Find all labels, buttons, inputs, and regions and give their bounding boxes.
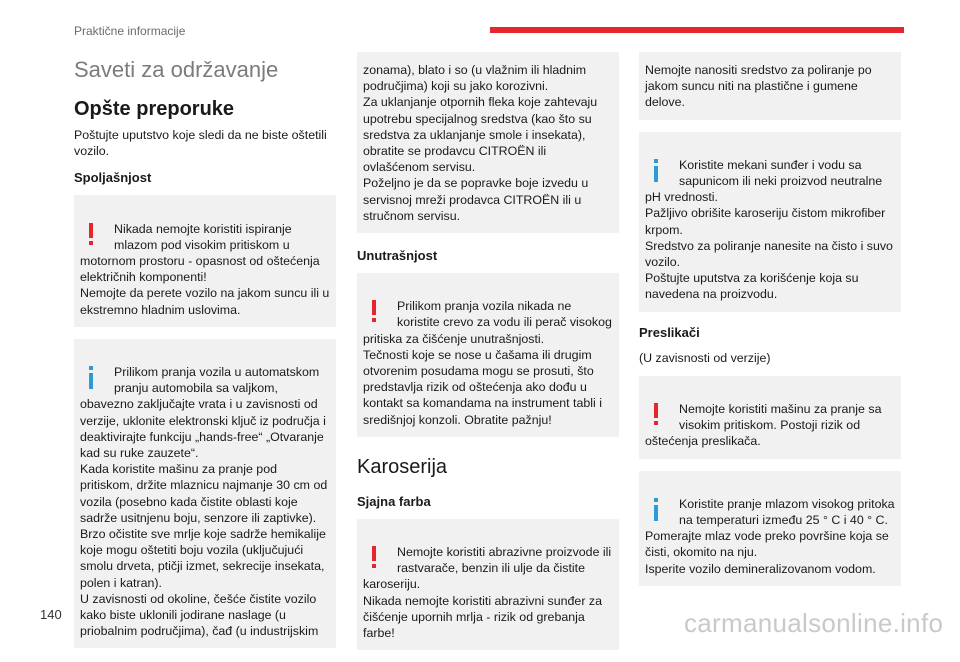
page-number: 140: [40, 607, 62, 622]
info-box-car-wash: [74, 339, 336, 649]
heading-exterior: Spoljašnjost: [74, 170, 152, 186]
warning-text: Nemojte koristiti mašinu za pranje sa visokim pritiskom. Postoji rizik od oštećenja preslikača.: [645, 402, 882, 449]
info-box-continued: [357, 52, 619, 233]
column-1: [74, 52, 336, 660]
warning-box-polish-continued: [639, 52, 901, 120]
info-box-films: [639, 471, 901, 586]
heading-bodywork: Karoserija: [357, 455, 448, 478]
warning-icon: [645, 401, 669, 429]
heading-wrap-films: Preslikači: [639, 324, 700, 340]
column-3: [639, 52, 901, 598]
heading-interior: Unutrašnjost: [357, 248, 438, 264]
warning-box-exterior: [74, 195, 336, 326]
warning-icon: [80, 221, 104, 249]
warning-text: Nemojte koristiti abrazivne proizvode ili rastvarače, benzin ili ulje da čistite karoseriju. Nikada nemojte koristiti abrazivni sunđer za čišćenje upornih mrlja - rizik od grebanja farbe!: [363, 545, 612, 641]
version-note: (U zavisnosti od verzije): [639, 350, 771, 365]
warning-box-films: [639, 376, 901, 459]
heading-glossy-paint: Sjajna farba: [357, 493, 431, 509]
warning-box-interior: [357, 273, 619, 437]
column-2: [357, 52, 619, 662]
info-text-continued: zonama), blato i so (u vlažnim ili hladnim područjima) koji su jako korozivni. Za uklanjanje otpornih fleka koje zahtevaju upotrebu specijalnog sredstva (kao što su sredstva za uklanjanje smole i insekata), obratite se prodavcu CITROËN ili ovlašćenom servisu. Poželjno je da se popravke boje izvedu u servisnoj mreži prodavca CITROËN ili u stručnom servisu.: [363, 63, 598, 223]
info-icon: [645, 496, 669, 524]
header-label: Praktične informacije: [74, 24, 186, 38]
heading-general: Opšte preporuke: [74, 98, 235, 120]
info-icon: [645, 157, 669, 185]
watermark: carmanualsonline.info: [684, 608, 944, 638]
warning-text: Prilikom pranja vozila nikada ne koristite crevo za vodu ili perač visokog pritiska za čišćenje unutrašnjosti. Tečnosti koje se nose u čašama ili drugim otvorenim posudama mogu se prosuti, što predstavlja rizik od oštećenja ako dođu u kontakt sa komandama na instrument tabli i središnjoj konzoli. Obratite pažnju!: [363, 299, 612, 427]
info-icon: [80, 364, 104, 392]
warning-box-paint: [357, 519, 619, 650]
plain-text: Nemojte nanositi sredstvo za poliranje po jakom suncu niti na plastične i gumene delove.: [645, 63, 872, 110]
warning-text: Nikada nemojte koristiti ispiranje mlazom pod visokim pritiskom u motornom prostoru - opasnost od oštećenja električnih komponenti! Nemojte da perete vozilo na jakom suncu ili u ekstremno hladnim uslovima.: [80, 221, 330, 317]
warning-icon: [363, 544, 387, 572]
section-title: Saveti za održavanje: [74, 57, 279, 82]
warning-icon: [363, 298, 387, 326]
info-text: Koristite mekani sunđer i vodu sa sapunicom ili neki proizvod neutralne pH vrednosti. Pažljivo obrišite karoseriju čistom mikrofiber krpom. Sredstvo za poliranje nanesite na čisto i suvo vozilo. Poštujte uputstva za korišćenje koja su navedena na proizvodu.: [645, 157, 893, 302]
header-accent-bar: [490, 27, 904, 33]
intro-text: Poštujte uputstvo koje sledi da ne biste oštetili vozilo.: [74, 128, 327, 159]
info-text: Prilikom pranja vozila u automatskom pranju automobila sa valjkom, obavezno zaključajte vrata i u zavisnosti od verzije, uklonite elektronski ključ iz područja i deaktivirajte funkciju „hands-free“ „Otvaranje kad su ruke zauzete“. Kada koristite mašinu za pranje pod pritiskom, držite mlaznicu najmanje 30 cm od vozila (posebno kada čistite oblasti koje sadrže usitnjenu boju, senzore ili zaptivke). Brzo očistite sve mrlje koje sadrže hemikalije koje mogu oštetiti boju vozila (uključujući smolu drveta, ptičji izmet, sekrecije insekata, polen i katran). U zavisnosti od okoline, češće čistite vozilo kako biste uklonili jodirane naslage (u priobalnim područjima), čađ (u industrijskim: [80, 365, 328, 639]
info-box-polish: [639, 132, 901, 312]
info-text: Koristite pranje mlazom visokog pritoka na temperaturi između 25 ° C i 40 ° C. Pomerajte mlaz vode preko površine koja se čisti, okomito na nju. Isperite vozilo demineralizovanom vodom.: [645, 496, 895, 576]
